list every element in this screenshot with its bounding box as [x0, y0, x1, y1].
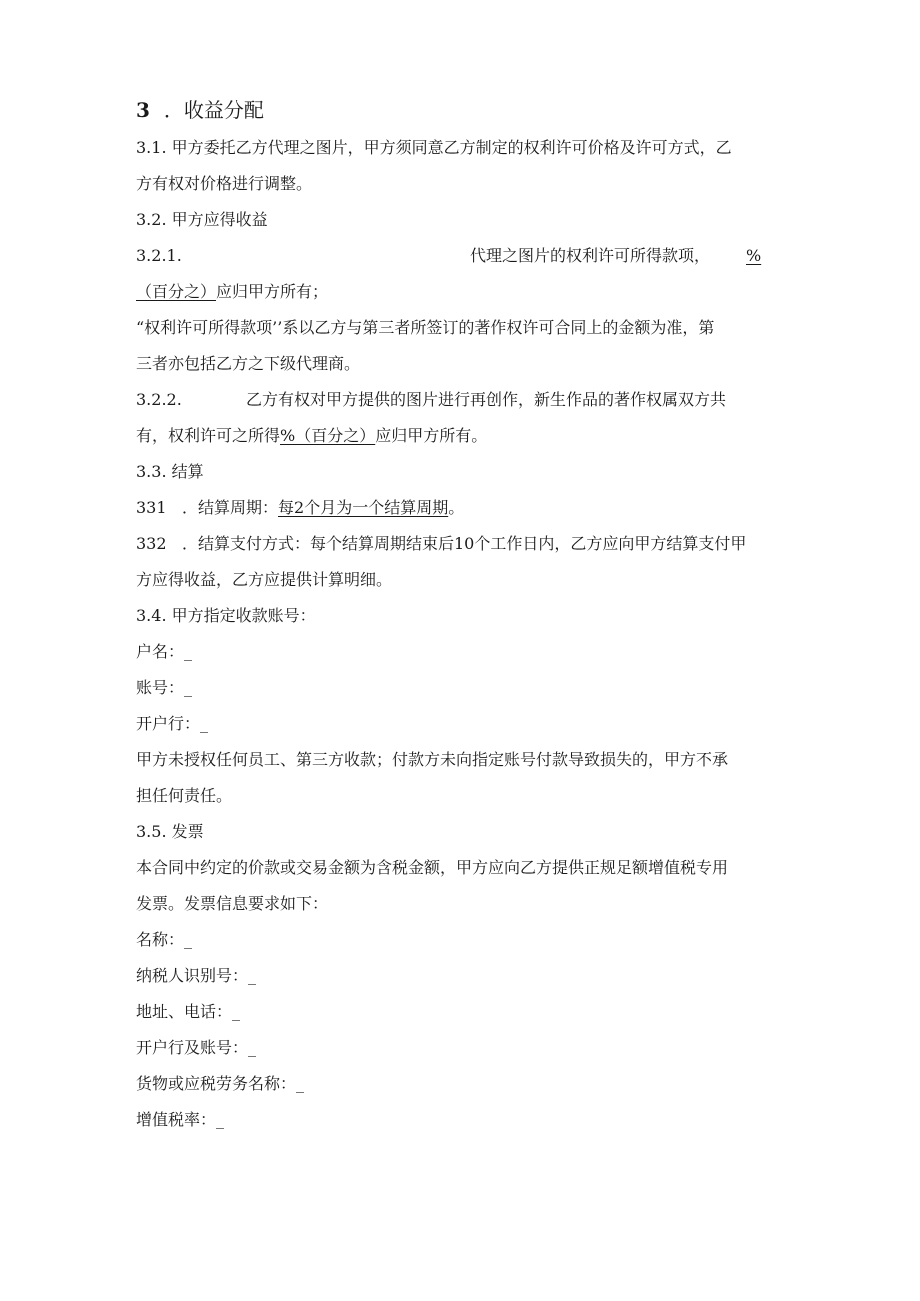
clause-3-3-1-text	[182, 498, 464, 518]
invoice-address-phone: 地址、电话：_	[136, 1002, 241, 1021]
section-title: ．收益分配	[163, 98, 264, 122]
clause-3-2-2-line1: 乙方有权对甲方提供的图片进行再创作，新生作品的著作权属双方共	[246, 390, 727, 409]
clause-3-2-2-text: 有，权利许可之所得	[136, 426, 281, 445]
clause-3-2-1-percent: %	[746, 246, 762, 265]
invoice-line1: 本合同中约定的价款或交易金额为含税金额，甲方应向乙方提供正规足额增值税专用	[136, 858, 729, 877]
invoice-goods-name: 货物或应税劳务名称：_	[136, 1074, 305, 1093]
clause-3-1-line1: 3.1. 甲方委托乙方代理之图片，甲方须同意乙方制定的权利许可价格及许可方式，乙	[136, 138, 732, 157]
clause-3-3-1-number: 331	[136, 498, 167, 517]
invoice-bank-account: 开户行及账号：_	[136, 1038, 257, 1057]
clause-3-2-1-rest: 应归甲方所有；	[216, 282, 329, 301]
clause-3-3: 3.3. 结算	[136, 462, 204, 481]
clause-3-2-1-number: 3.2.1.	[136, 246, 182, 265]
clause-3-2: 3.2. 甲方应得收益	[136, 210, 268, 229]
clause-3-3-2-number: 332	[136, 534, 167, 553]
invoice-vat-rate: 增值税率：_	[136, 1110, 225, 1129]
clause-3-1-line2: 方有权对价格进行调整。	[136, 174, 313, 193]
invoice-line2: 发票。发票信息要求如下：	[136, 894, 329, 913]
clause-3-2-2-number: 3.2.2.	[136, 390, 182, 409]
account-name: 户名：_	[136, 642, 193, 661]
account-bank: 开户行：_	[136, 714, 209, 733]
clause-3-4: 3.4. 甲方指定收款账号：	[136, 606, 316, 625]
invoice-tax-id: 纳税人识别号：_	[136, 966, 257, 985]
percent-blank: （百分之）	[136, 282, 217, 301]
disclaimer-line2: 担任何责任。	[136, 786, 233, 805]
clause-3-2-2-end: 应归甲方所有。	[375, 426, 488, 445]
clause-3-5: 3.5. 发票	[136, 822, 204, 841]
clause-3-3-2-line1: ．结算支付方式：每个结算周期结束后10个工作日内，乙方应向甲方结算支付甲	[182, 534, 747, 553]
period-end: 。	[448, 498, 465, 517]
account-number: 账号：_	[136, 678, 193, 697]
section-number: 3	[136, 98, 150, 122]
clause-3-2-2-line2	[136, 426, 487, 446]
clause-3-3-2-line2: 方应得收益，乙方应提供计算明细。	[136, 570, 393, 589]
clause-3-2-1-text: 代理之图片的权利许可所得款项，	[470, 246, 711, 265]
definition-line2: 三者亦包括乙方之下级代理商。	[136, 354, 361, 373]
disclaimer-line1: 甲方未授权任何员工、第三方收款；付款方未向指定账号付款导致损失的，甲方不承	[136, 750, 729, 769]
settlement-period-value: 每2个月为一个结算周期	[278, 498, 449, 517]
section-heading	[136, 98, 264, 122]
invoice-name: 名称：_	[136, 930, 193, 949]
definition-line1: “权利许可所得款项’’系以乙方与第三者所签订的著作权许可合同上的金额为准，第	[136, 318, 715, 337]
settlement-period-label: ．结算周期：	[182, 498, 279, 517]
percent-blank: %（百分之）	[280, 426, 376, 445]
clause-3-2-1-line2	[136, 282, 328, 302]
